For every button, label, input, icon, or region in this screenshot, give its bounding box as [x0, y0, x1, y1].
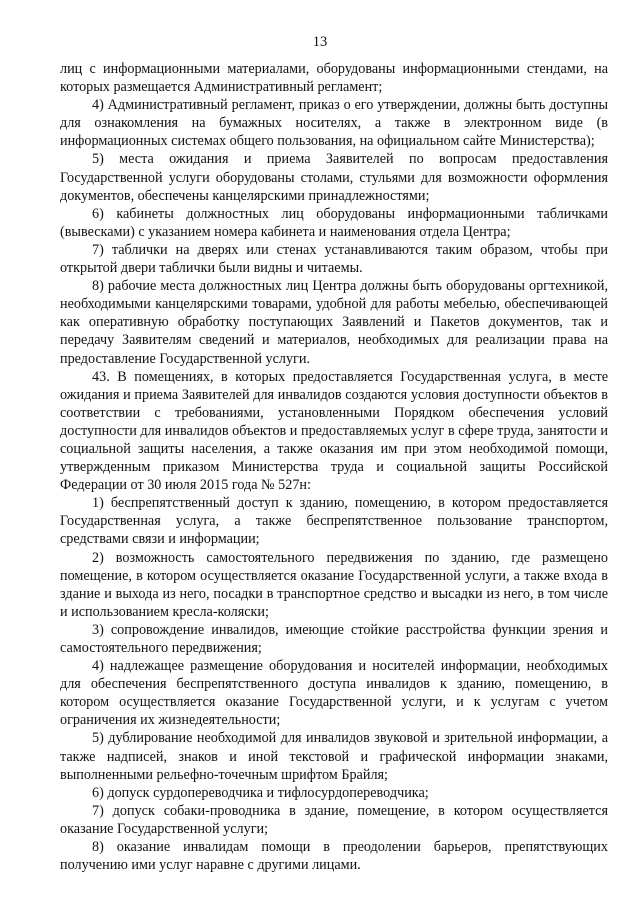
paragraph-accessibility-1: 1) беспрепятственный доступ к зданию, помещению, в котором предоставляется Государственная услуга, а также беспрепятственное пользование транспортом, средствами связи и информации; — [60, 495, 608, 548]
paragraph-accessibility-2: 2) возможность самостоятельного передвижения по зданию, где размещено помещение, в котором осуществляется оказание Государственной услуги, а также входа в здание и выхода из него, посадки в транспортное средство и высадки из него, в том числе и использованием кресла-коляски; — [60, 549, 608, 620]
paragraph-accessibility-7: 7) допуск собаки-проводника в здание, помещение, в котором осуществляется оказание Государственной услуги; — [60, 802, 608, 837]
page-number: 13 — [312, 34, 328, 50]
paragraph-item-6: 6) кабинеты должностных лиц оборудованы информационными табличками (вывесками) с указанием номера кабинета и наименования отдела Центра; — [60, 205, 608, 240]
document-body — [60, 60, 608, 874]
paragraph-item-7: 7) таблички на дверях или стенах устанавливаются таким образом, чтобы при открытой двери таблички были видны и читаемы. — [60, 241, 608, 277]
paragraph-item-5: 5) места ожидания и приема Заявителей по вопросам предоставления Государственной услуги оборудованы столами, стульями для возможности оформления документов, обеспечены канцелярскими принадлежностями; — [60, 151, 608, 204]
paragraph-item-8: 8) рабочие места должностных лиц Центра должны быть оборудованы оргтехникой, необходимыми канцелярскими товарами, удобной для работы мебелью, обеспечивающей как оперативную обработку поступающих Заявлений и Пакетов документов, так и передачу Заявителям сведений и материалов, необходимых для реализации права на предоставление Государственной услуги. — [60, 278, 608, 367]
paragraph-accessibility-5: 5) дублирование необходимой для инвалидов звуковой и зрительной информации, а также надписей, знаков и иной текстовой и графической информации знаками, выполненными рельефно-точечным шрифтом Брайля; — [60, 730, 608, 783]
paragraph-accessibility-3: 3) сопровождение инвалидов, имеющие стойкие расстройства функции зрения и самостоятельного передвижения; — [60, 621, 608, 656]
paragraph-item-4: 4) Административный регламент, приказ о его утверждении, должны быть доступны для ознакомления на бумажных носителях, а также в электронном виде (в информационных системах общего пользования, на официальном сайте Министерства); — [60, 97, 608, 150]
paragraph-continuation: лиц с информационными материалами, оборудованы информационными стендами, на которых размещается Административный регламент; — [60, 61, 608, 96]
paragraph-accessibility-8: 8) оказание инвалидам помощи в преодолении барьеров, препятствующих получению ими услуг наравне с другими лицами. — [60, 839, 608, 874]
paragraph-accessibility-6: 6) допуск сурдопереводчика и тифлосурдопереводчика; — [92, 784, 429, 801]
paragraph-accessibility-4: 4) надлежащее размещение оборудования и носителей информации, необходимых для обеспечения беспрепятственного доступа инвалидов к зданию, помещению, в котором осуществляется оказание Государственной услуги, и к услугам с учетом ограничения их жизнедеятельности; — [60, 658, 608, 729]
paragraph-section-43: 43. В помещениях, в которых предоставляется Государственная услуга, в месте ожидания и приема Заявителей для инвалидов создаются условия доступности объектов в соответствии с требованиями, установленными Порядком обеспечения условий доступности для инвалидов объектов и предоставляемых услуг в сфере труда, занятости и социальной защиты населения, а также оказания им при этом необходимой помощи, утвержденным приказом Министерства труда и социальной защиты Российской Федерации от 30 июля 2015 года № 527н: — [60, 368, 608, 494]
